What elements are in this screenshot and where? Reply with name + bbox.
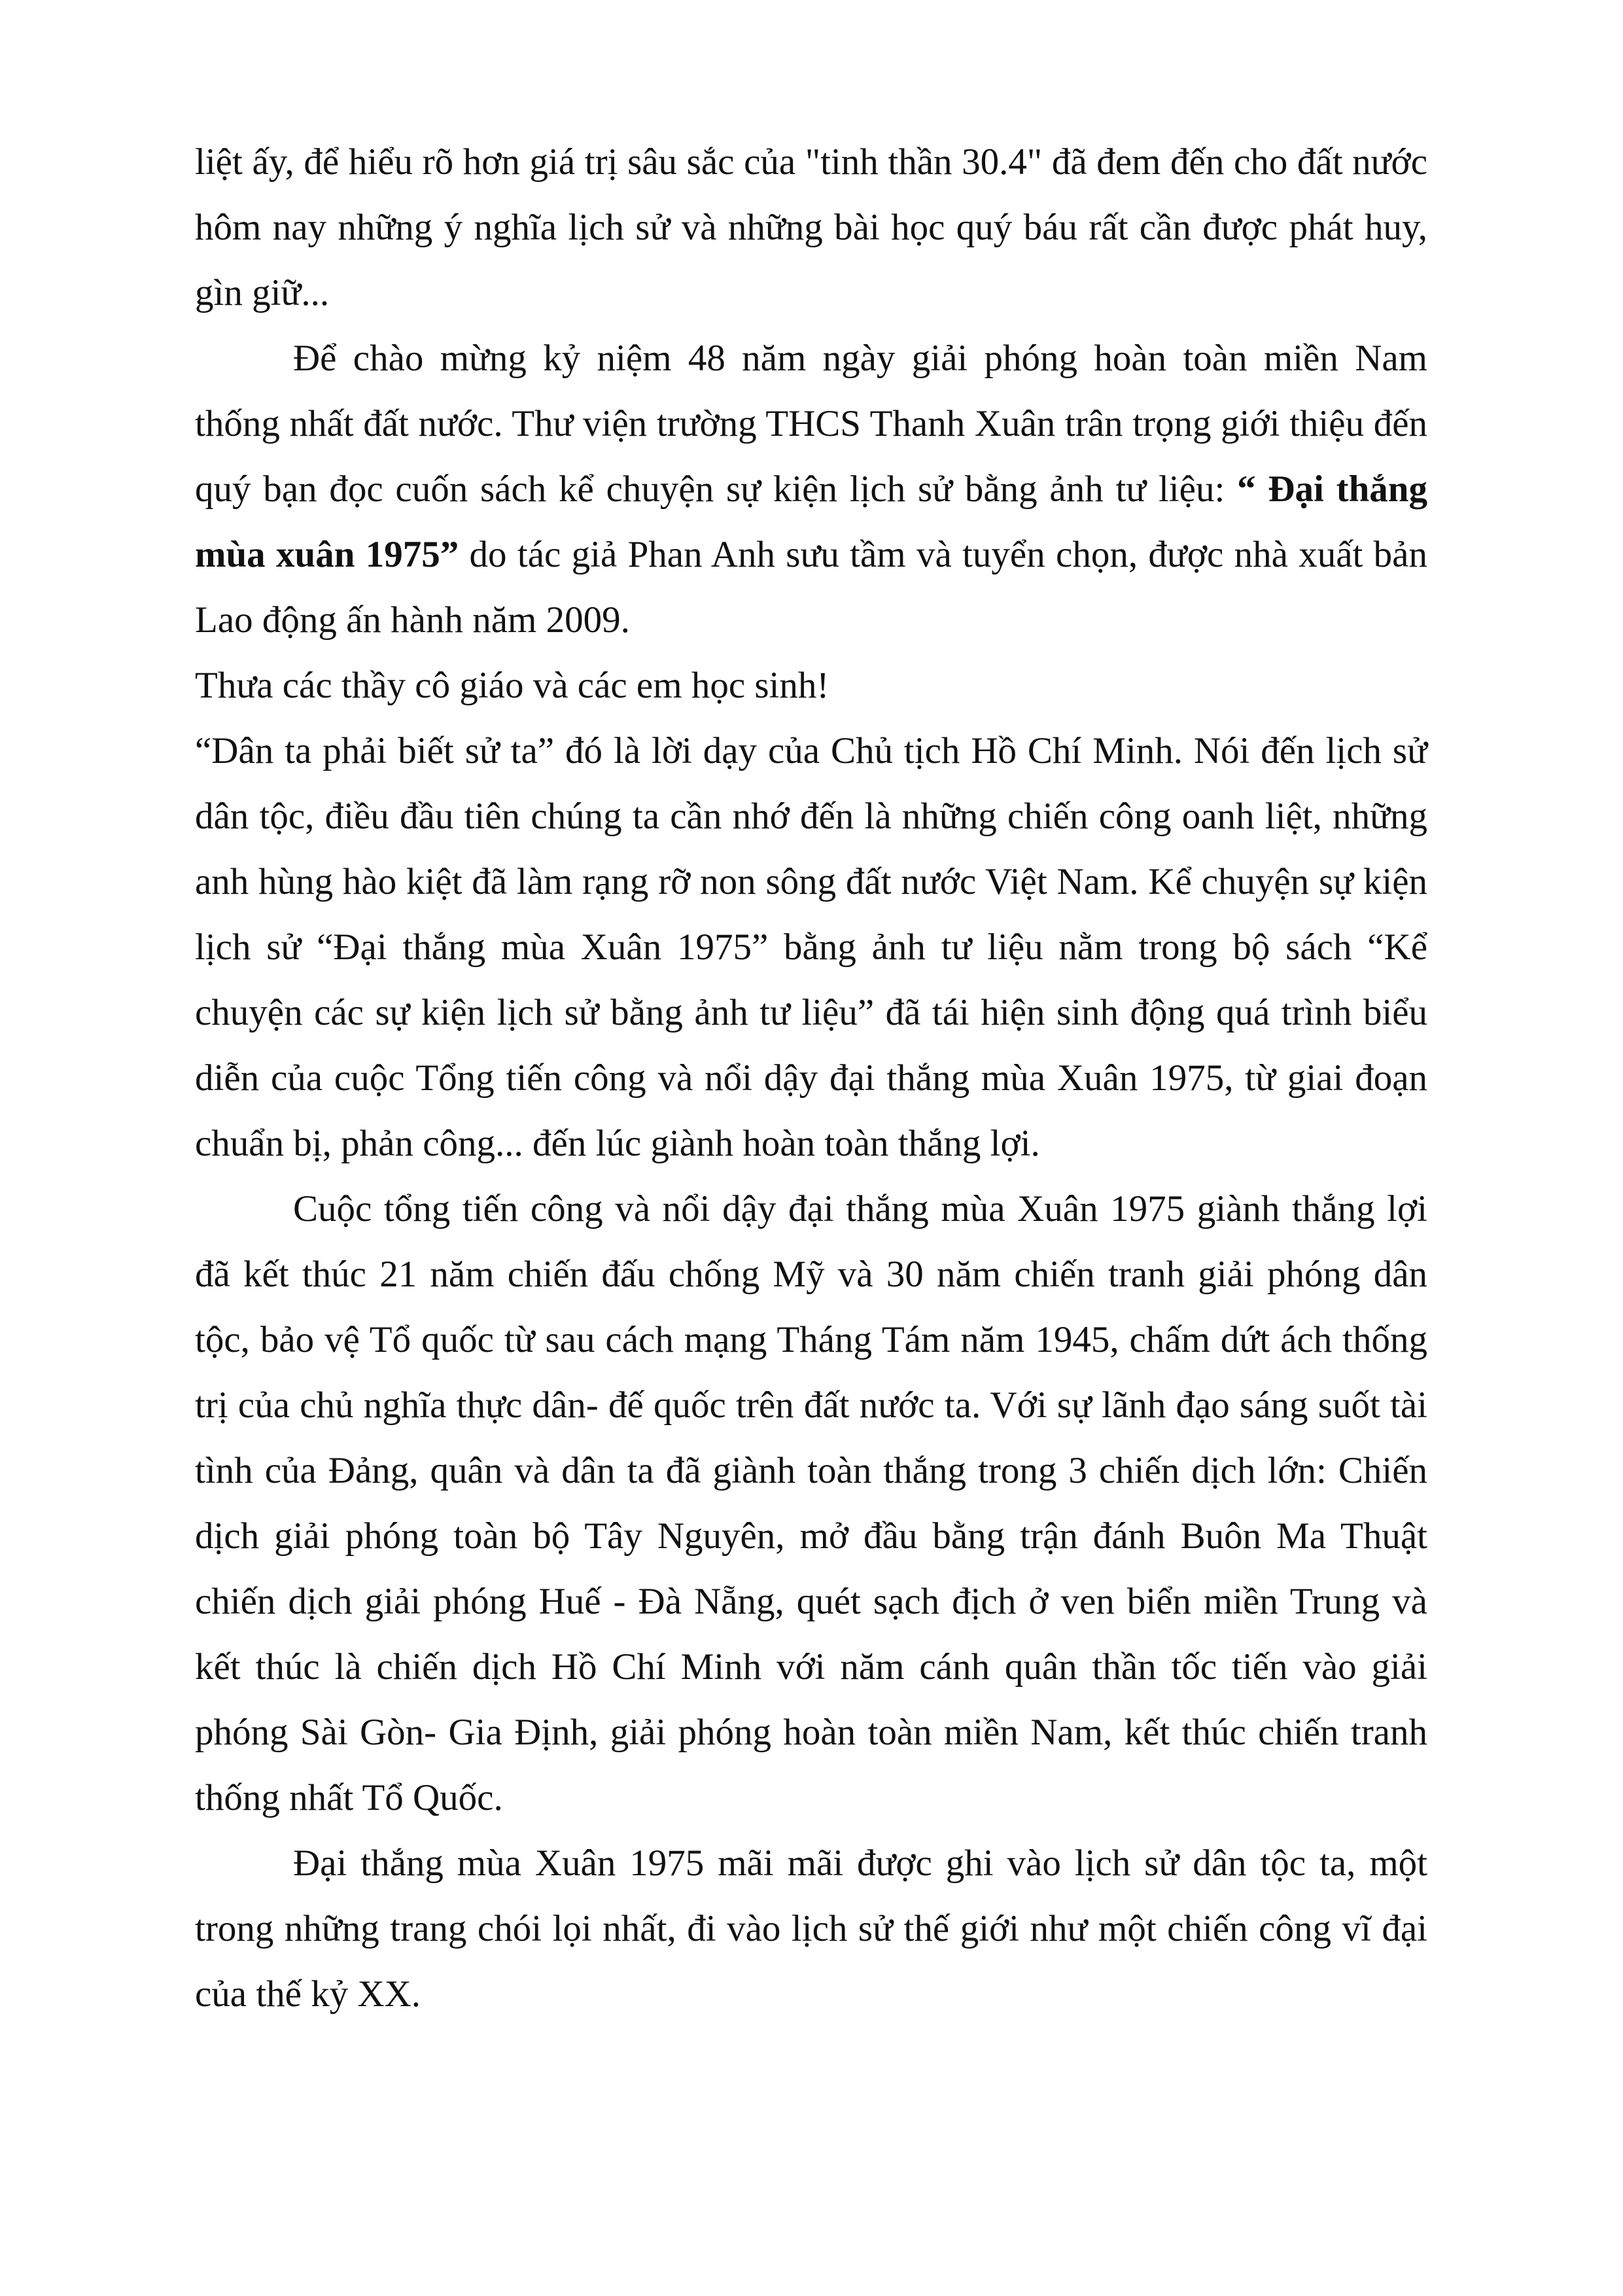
- paragraph-2-start: Để chào mừng kỷ niệm 48 năm ngày giải phóng hoàn toàn miền Nam thống nhất đất nước. Thư viện trường THCS Thanh Xuân trân trọng giới thiệu đến quý bạn đọc cuốn sách kể chuyện sự kiện lịch sử bằng ảnh tư liệu:: [195, 338, 1427, 510]
- paragraph-4: “Dân ta phải biết sử ta” đó là lời dạy của Chủ tịch Hồ Chí Minh. Nói đến lịch sử dân tộc, điều đầu tiên chúng ta cần nhớ đến là những chiến công oanh liệt, những anh hùng hào kiệt đã làm rạng rỡ non sông đất nước Việt Nam. Kể chuyện sự kiện lịch sử “Đại thắng mùa Xuân 1975” bằng ảnh tư liệu nằm trong bộ sách “Kể chuyện các sự kiện lịch sử bằng ảnh tư liệu” đã tái hiện sinh động quá trình biểu diễn của cuộc Tổng tiến công và nổi dậy đại thắng mùa Xuân 1975, từ giai đoạn chuẩn bị, phản công... đến lúc giành hoàn toàn thắng lợi.: [195, 730, 1427, 1164]
- paragraph-3-greeting: Thưa các thầy cô giáo và các em học sinh!: [195, 665, 829, 706]
- paragraph-2: [195, 326, 1427, 653]
- document-body: [195, 130, 1427, 2027]
- paragraph-2-end: do tác giả Phan Anh sưu tầm và tuyển chọn, được nhà xuất bản Lao động ấn hành năm 2009.: [195, 534, 1427, 641]
- paragraph-6: Đại thắng mùa Xuân 1975 mãi mãi được ghi vào lịch sử dân tộc ta, một trong những trang chói lọi nhất, đi vào lịch sử thế giới như một chiến công vĩ đại của thế kỷ XX.: [195, 1843, 1427, 2015]
- book-title: “ Đại thắng mùa xuân 1975”: [195, 468, 1427, 575]
- paragraph-1: liệt ấy, để hiểu rõ hơn giá trị sâu sắc của "tinh thần 30.4" đã đem đến cho đất nước hôm nay những ý nghĩa lịch sử và những bài học quý báu rất cần được phát huy, gìn giữ...: [195, 141, 1427, 313]
- paragraph-5: Cuộc tổng tiến công và nổi dậy đại thắng mùa Xuân 1975 giành thắng lợi đã kết thúc 21 năm chiến đấu chống Mỹ và 30 năm chiến tranh giải phóng dân tộc, bảo vệ Tổ quốc từ sau cách mạng Tháng Tám năm 1945, chấm dứt ách thống trị của chủ nghĩa thực dân- đế quốc trên đất nước ta. Với sự lãnh đạo sáng suốt tài tình của Đảng, quân và dân ta đã giành toàn thắng trong 3 chiến dịch lớn: Chiến dịch giải phóng toàn bộ Tây Nguyên, mở đầu bằng trận đánh Buôn Ma Thuật chiến dịch giải phóng Huế - Đà Nẵng, quét sạch địch ở ven biển miền Trung và kết thúc là chiến dịch Hồ Chí Minh với năm cánh quân thần tốc tiến vào giải phóng Sài Gòn- Gia Định, giải phóng hoàn toàn miền Nam, kết thúc chiến tranh thống nhất Tổ Quốc.: [195, 1188, 1427, 1818]
